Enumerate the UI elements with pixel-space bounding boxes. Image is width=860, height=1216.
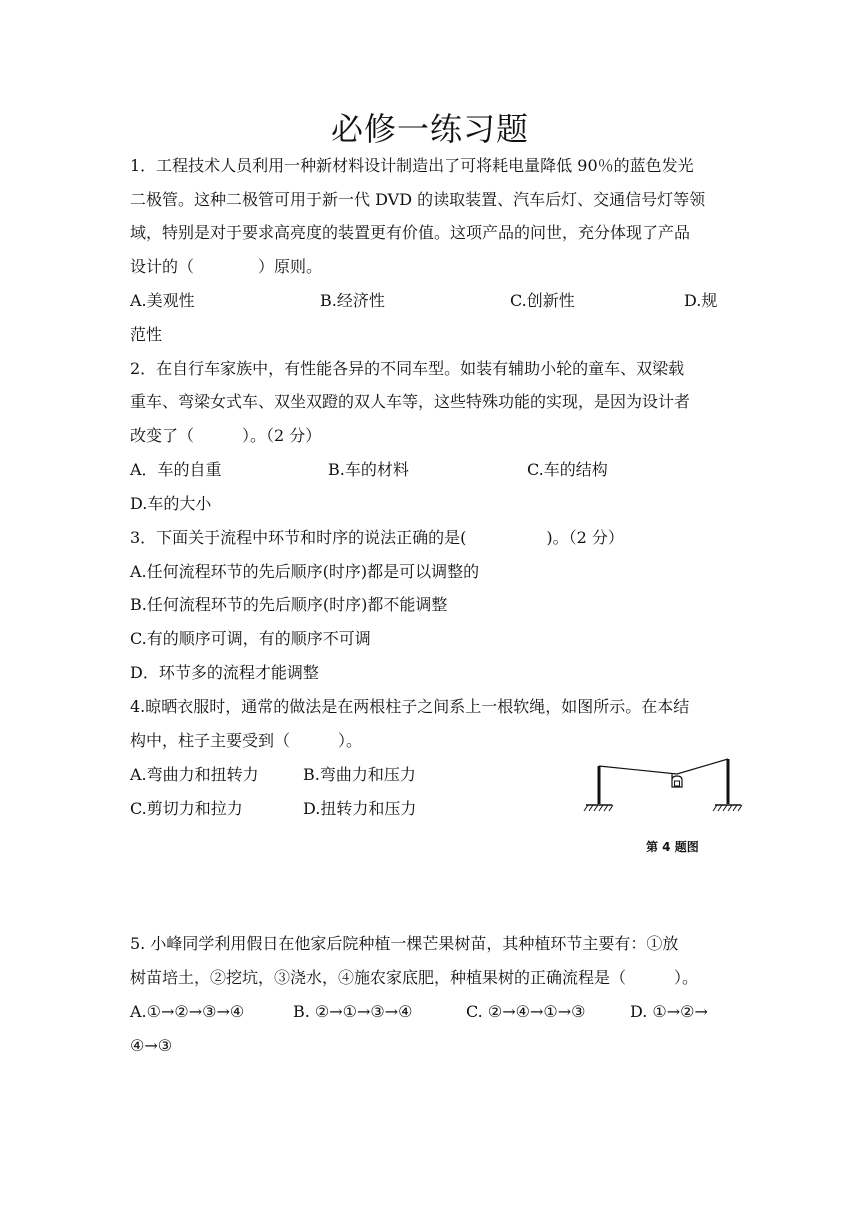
q2-line-2: 重车、弯梁女式车、双坐双蹬的双人车等，这些特殊功能的实现，是因为设计者	[130, 392, 691, 411]
q1-option-c: C.创新性	[510, 291, 575, 310]
q4-figure-caption: 第 4 题图	[646, 840, 699, 854]
q5-line-2: 树苗培土，②挖坑，③浇水，④施农家底肥，种植果树的正确流程是（ ）。	[130, 968, 699, 987]
page-title: 必修一练习题	[330, 110, 529, 148]
q3-option-d: D．环节多的流程才能调整	[130, 663, 319, 682]
q1-line-1: 1．工程技术人员利用一种新材料设计制造出了可将耗电量降低 90％的蓝色发光	[130, 156, 694, 175]
q2-option-c: C.车的结构	[527, 460, 608, 479]
q4-option-d: D.扭转力和压力	[303, 799, 417, 818]
q2-option-b: B.车的材料	[328, 460, 409, 479]
q5-option-c: C. ②→④→①→③	[466, 1002, 586, 1021]
q1-line-4: 设计的（ ）原则。	[130, 257, 323, 276]
q2-line-1: 2．在自行车家族中，有性能各异的不同车型。如装有辅助小轮的童车、双梁载	[130, 359, 685, 378]
q4-line-2: 构中，柱子主要受到（ ）。	[130, 731, 363, 750]
q2-option-d: D.车的大小	[130, 494, 212, 513]
q5-option-d: D. ①→②→	[630, 1002, 708, 1021]
q3-option-b: B.任何流程环节的先后顺序(时序)都不能调整	[130, 595, 448, 614]
q5-line-1: 5. 小峰同学利用假日在他家后院种植一棵芒果树苗，其种植环节主要有：①放	[130, 934, 679, 953]
q5-option-a: A.①→②→③→④	[130, 1002, 245, 1021]
q3-option-a: A.任何流程环节的先后顺序(时序)都是可以调整的	[130, 562, 480, 581]
q1-line-3: 域，特别是对于要求高亮度的装置更有价值。这项产品的问世，充分体现了产品	[130, 223, 691, 242]
q5-option-b: B. ②→①→③→④	[293, 1002, 413, 1021]
q4-option-a: A.弯曲力和扭转力	[130, 765, 259, 784]
rope	[599, 759, 728, 774]
q5-option-d-cont: ④→③	[130, 1036, 173, 1055]
q1-line-2: 二极管。这种二极管可用于新一代 DVD 的读取装置、汽车后灯、交通信号灯等领	[130, 190, 706, 209]
q1-option-b: B.经济性	[320, 291, 385, 310]
q4-line-1: 4.晾晒衣服时，通常的做法是在两根柱子之间系上一根软绳，如图所示。在本结	[130, 697, 690, 716]
q3-option-c: C.有的顺序可调，有的顺序不可调	[130, 629, 371, 648]
q2-option-a: A．车的自重	[130, 460, 222, 479]
q3-line-1: 3．下面关于流程中环节和时序的说法正确的是( )。（2 分）	[130, 528, 624, 547]
clothesline-diagram	[582, 756, 746, 816]
q1-option-d: D.规	[684, 291, 718, 310]
q4-option-c: C.剪切力和拉力	[130, 799, 243, 818]
q4-option-b: B.弯曲力和压力	[303, 765, 416, 784]
q1-option-a: A.美观性	[130, 291, 195, 310]
q1-option-d-cont: 范性	[130, 325, 163, 344]
q2-line-3: 改变了（ ）。（2 分）	[130, 426, 322, 445]
